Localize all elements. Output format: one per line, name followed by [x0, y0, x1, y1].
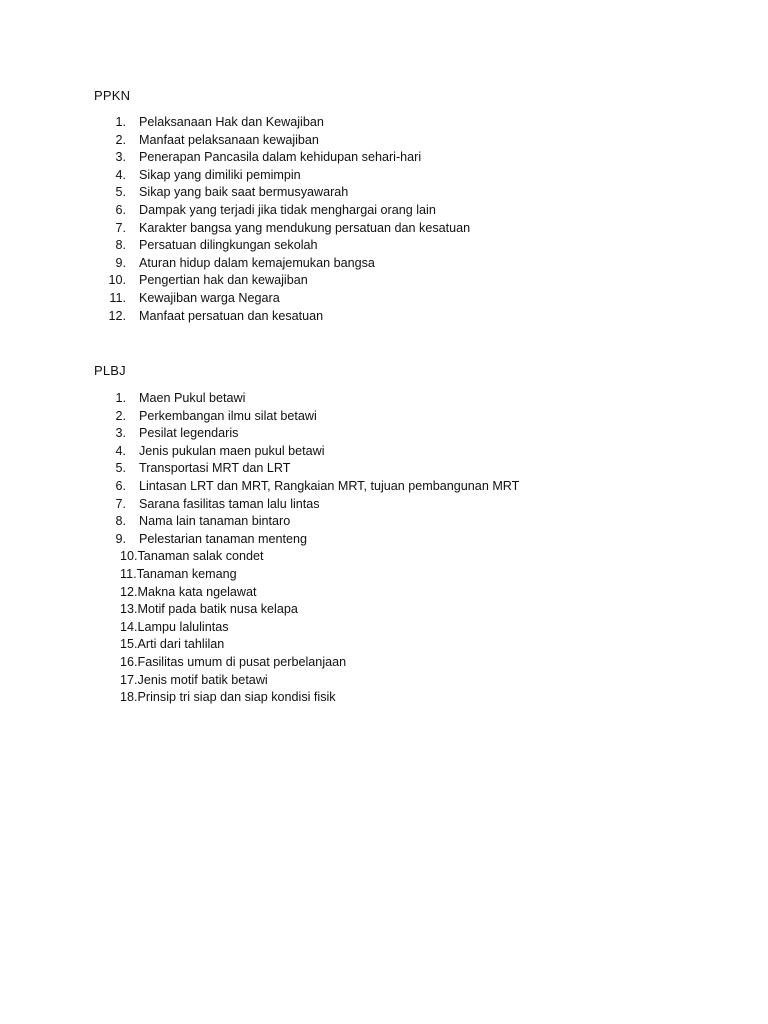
list-number: 11.	[109, 290, 126, 305]
list-text: Sarana fasilitas taman lalu lintas	[139, 496, 320, 511]
list-text: Sikap yang baik saat bermusyawarah	[139, 185, 349, 200]
list-item	[0, 636, 768, 654]
list-text: Prinsip tri siap dan siap kondisi fisik	[137, 690, 336, 705]
list-item	[0, 531, 768, 549]
list-number: 3.	[115, 150, 126, 165]
list-item	[0, 290, 768, 308]
list-text: Pelaksanaan Hak dan Kewajiban	[139, 115, 324, 129]
list-text: Manfaat pelaksanaan kewajiban	[139, 132, 319, 147]
list-item	[0, 149, 768, 167]
list-number: 5.	[115, 185, 126, 200]
list-text: Lintasan LRT dan MRT, Rangkaian MRT, tujuan pembangunan MRT	[139, 478, 520, 493]
list-number: 10.	[120, 549, 138, 564]
list-number: 8.	[115, 514, 126, 529]
list-text: Manfaat persatuan dan kesatuan	[139, 308, 324, 323]
list-number: 14.	[120, 619, 138, 634]
list-text: Jenis pukulan maen pukul betawi	[139, 443, 325, 458]
list-text: Fasilitas umum di pusat perbelanjaan	[137, 654, 347, 669]
list-text: Karakter bangsa yang mendukung persatuan dan kesatuan	[139, 220, 471, 235]
list-number: 2.	[115, 132, 126, 147]
list-number: 8.	[115, 238, 126, 253]
list-number: 3.	[115, 426, 126, 441]
list-number: 2.	[115, 408, 126, 423]
list-number: 15.	[120, 637, 138, 652]
list-text: Makna kata ngelawat	[137, 584, 257, 599]
list-text: Dampak yang terjadi jika tidak menghargai orang lain	[139, 202, 436, 217]
list-item	[0, 167, 768, 185]
list-text: Kewajiban warga Negara	[139, 290, 280, 305]
list-item	[0, 548, 768, 566]
list-text: Maen Pukul betawi	[139, 391, 246, 405]
list-number: 16.	[120, 654, 138, 669]
list-number: 18.	[120, 690, 138, 705]
plbj-list	[0, 390, 768, 707]
list-text: Pesilat legendaris	[139, 426, 239, 441]
list-text: Perkembangan ilmu silat betawi	[139, 408, 317, 423]
list-text: Sikap yang dimiliki pemimpin	[139, 167, 301, 182]
list-number: 6.	[115, 202, 126, 217]
list-text: Arti dari tahlilan	[137, 637, 225, 652]
list-text: Tanaman salak condet	[137, 549, 264, 564]
list-number: 9.	[115, 531, 126, 546]
list-item	[0, 255, 768, 273]
list-item	[0, 601, 768, 619]
list-text: Nama lain tanaman bintaro	[139, 514, 291, 529]
list-item	[0, 496, 768, 514]
list-number: 10.	[108, 273, 126, 288]
list-item	[0, 513, 768, 531]
list-item	[0, 114, 768, 132]
list-item	[0, 390, 768, 408]
list-number: 7.	[115, 496, 126, 511]
list-item	[0, 202, 768, 220]
list-number: 1.	[115, 391, 126, 405]
list-number: 9.	[115, 255, 126, 270]
list-text: Pengertian hak dan kewajiban	[139, 273, 308, 288]
list-text: Transportasi MRT dan LRT	[139, 461, 291, 476]
list-number: 6.	[115, 478, 126, 493]
list-item	[0, 672, 768, 690]
list-number: 17.	[120, 672, 138, 687]
list-number: 5.	[115, 461, 126, 476]
list-item	[0, 308, 768, 326]
list-number: 12.	[108, 308, 126, 323]
list-item	[0, 460, 768, 478]
list-text: Jenis motif batik betawi	[137, 672, 268, 687]
list-item	[0, 237, 768, 255]
list-text: Motif pada batik nusa kelapa	[137, 602, 298, 617]
list-item	[0, 654, 768, 672]
list-text: Pelestarian tanaman menteng	[139, 531, 308, 546]
list-item	[0, 408, 768, 426]
list-item	[0, 478, 768, 496]
list-number: 11.	[120, 566, 137, 581]
list-item	[0, 566, 768, 584]
section-heading-ppkn: PPKN	[94, 88, 131, 103]
list-number: 4.	[115, 443, 126, 458]
list-item	[0, 184, 768, 202]
list-text: Tanaman kemang	[136, 566, 237, 581]
list-number: 4.	[115, 167, 126, 182]
list-text: Lampu lalulintas	[137, 619, 229, 634]
list-item	[0, 220, 768, 238]
ppkn-list	[0, 114, 768, 325]
list-item	[0, 619, 768, 637]
list-item	[0, 584, 768, 602]
list-text: Penerapan Pancasila dalam kehidupan sehari-hari	[139, 150, 422, 165]
list-item	[0, 443, 768, 461]
list-number: 7.	[115, 220, 126, 235]
list-number: 12.	[120, 584, 138, 599]
list-item	[0, 689, 768, 707]
list-item	[0, 425, 768, 443]
list-number: 1.	[115, 115, 126, 129]
list-number: 13.	[120, 602, 138, 617]
list-text: Aturan hidup dalam kemajemukan bangsa	[139, 255, 375, 270]
list-item	[0, 132, 768, 150]
list-text: Persatuan dilingkungan sekolah	[139, 238, 318, 253]
list-item	[0, 272, 768, 290]
section-heading-plbj: PLBJ	[94, 363, 126, 378]
